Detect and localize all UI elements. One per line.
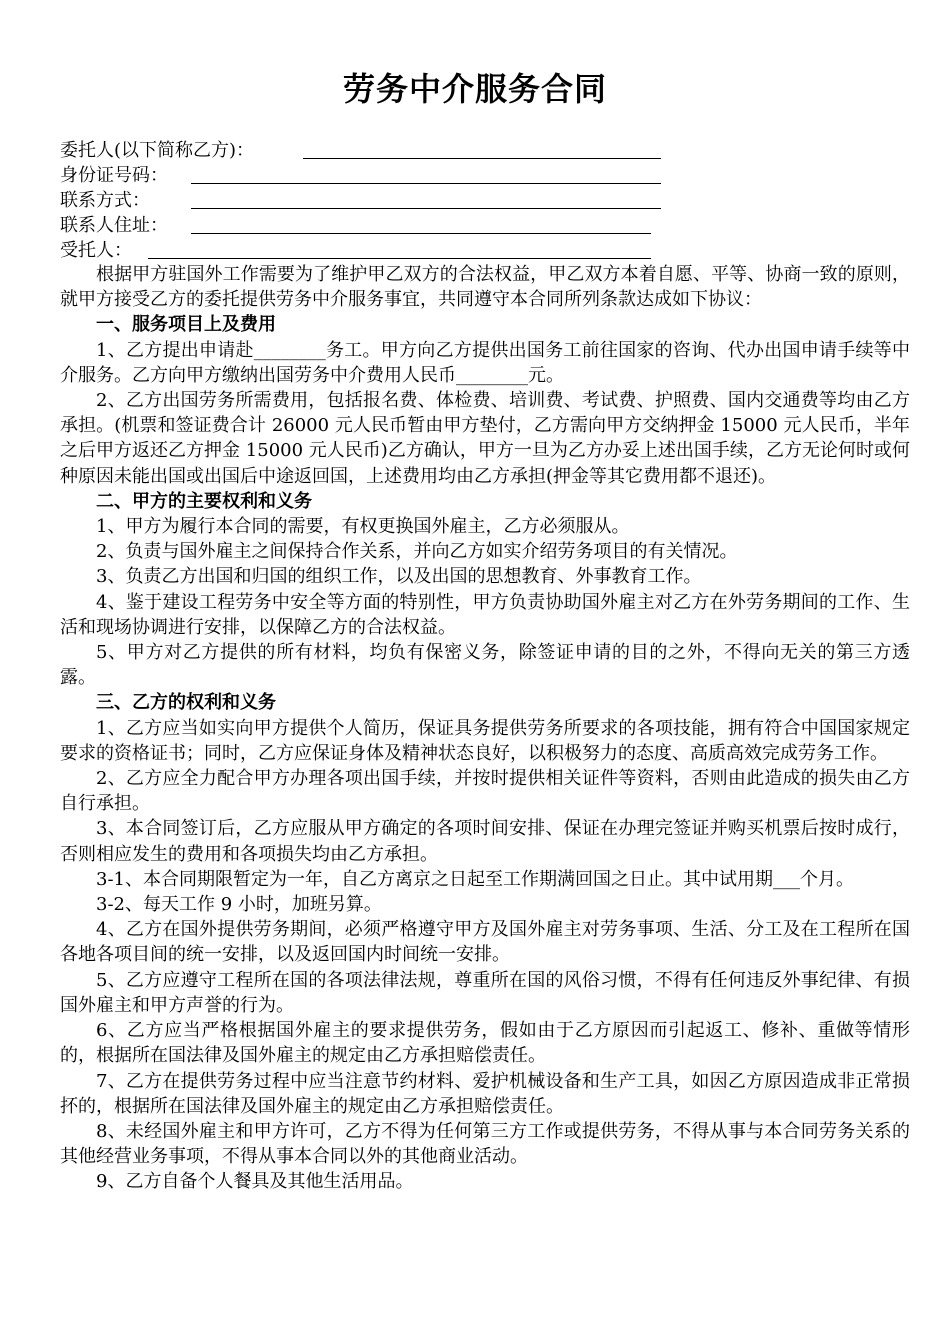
id-number-blank-line — [191, 183, 661, 184]
trustee-blank-line — [148, 258, 651, 259]
section-3-clause-1: 1、乙方应当如实向甲方提供个人简历，保证具务提供劳务所要求的各项技能，拥有符合中国国家规定要求的资格证书；同时，乙方应保证身体及精神状态良好，以积极努力的态度、高质高效完成劳务工作。 — [60, 717, 910, 764]
contact-label: 联系方式： — [60, 190, 150, 211]
section-3-clause-3: 3、本合同签订后，乙方应服从甲方确定的各项时间安排、保证在办理完签证并购买机票后按时成行，否则相应发生的费用和各项损失均由乙方承担。 — [60, 818, 910, 865]
client-label: 委托人(以下简称乙方)： — [60, 140, 255, 161]
section-1-heading: 一、服务项目上及费用 — [96, 314, 276, 336]
section-2-heading: 二、甲方的主要权利和义务 — [96, 490, 312, 512]
section-2-clause-5: 5、甲方对乙方提供的所有材料，均负有保密义务，除签证申请的目的之外，不得向无关的第三方透露。 — [60, 642, 910, 689]
party-info-fields — [60, 138, 680, 263]
document-title: 劳务中介服务合同 — [342, 70, 607, 108]
section-3-clause-5: 5、乙方应遵守工程所在国的各项法律法规，尊重所在国的风俗习惯，不得有任何违反外事纪律、有损国外雇主和甲方声誉的行为。 — [60, 969, 910, 1016]
contract-body — [60, 262, 910, 1195]
section-2-clause-1: 1、甲方为履行本合同的需要，有权更换国外雇主，乙方必须服从。 — [96, 516, 630, 538]
section-2-clause-2: 2、负责与国外雇主之间保持合作关系，并向乙方如实介绍劳务项目的有关情况。 — [96, 541, 738, 563]
contact-blank-line — [191, 208, 661, 209]
section-1-clause-1: 1、乙方提出申请赴________务工。甲方向乙方提供出国务工前往国家的咨询、代办出国申请手续等中介服务。乙方向甲方缴纳出国劳务中介费用人民币________元。 — [60, 339, 910, 386]
trustee-label: 受托人： — [60, 240, 132, 261]
address-blank-line — [191, 233, 651, 234]
section-3-clause-3-2: 3-2、每天工作 9 小时，加班另算。 — [96, 894, 382, 916]
trustee-field — [60, 238, 680, 263]
section-3-clause-2: 2、乙方应全力配合甲方办理各项出国手续，并按时提供相关证件等资料，否则由此造成的损失由乙方自行承担。 — [60, 768, 910, 815]
address-label: 联系人住址： — [60, 215, 168, 236]
client-blank-line — [303, 158, 661, 159]
intro-paragraph: 根据甲方驻国外工作需要为了维护甲乙双方的合法权益，甲乙双方本着自愿、平等、协商一致的原则，就甲方接受乙方的委托提供劳务中介服务事宜，共同遵守本合同所列条款达成如下协议： — [60, 264, 910, 311]
id-number-field — [60, 163, 680, 188]
address-field — [60, 213, 680, 238]
client-field — [60, 138, 680, 163]
section-2-clause-3: 3、负责乙方出国和归国的组织工作，以及出国的思想教育、外事教育工作。 — [96, 566, 702, 588]
section-3-clause-6: 6、乙方应当严格根据国外雇主的要求提供劳务，假如由于乙方原因而引起返工、修补、重做等情形的，根据所在国法律及国外雇主的规定由乙方承担赔偿责任。 — [60, 1020, 910, 1067]
section-3-clause-3-1: 3-1、本合同期限暂定为一年，自乙方离京之日起至工作期满回国之日止。其中试用期___个月。 — [96, 868, 854, 890]
section-3-clause-9: 9、乙方自备个人餐具及其他生活用品。 — [96, 1171, 414, 1193]
section-2-clause-4: 4、鉴于建设工程劳务中安全等方面的特别性，甲方负责协助国外雇主对乙方在外劳务期间的工作、生活和现场协调进行安排，以保障乙方的合法权益。 — [60, 591, 910, 638]
section-1-clause-2: 2、乙方出国劳务所需费用，包括报名费、体检费、培训费、考试费、护照费、国内交通费等均由乙方承担。(机票和签证费合计 26000 元人民币暂由甲方垫付，乙方需向甲方交纳押金 15000 元人民币，半年之后甲方返还乙方押金 15000 元人民币)乙方确认，甲方一旦为乙方办妥上述出国手续，乙方无论何时或何种原因未能出国或出国后中途返回国，上述费用均由乙方承担(押金等其它费用都不退还)。 — [60, 390, 910, 487]
section-3-heading: 三、乙方的权利和义务 — [96, 692, 276, 714]
section-3-clause-7: 7、乙方在提供劳务过程中应当注意节约材料、爱护机械设备和生产工具，如因乙方原因造成非正常损抔的，根据所在国法律及国外雇主的规定由乙方承担赔偿责任。 — [60, 1070, 910, 1117]
contact-field — [60, 188, 680, 213]
section-3-clause-4: 4、乙方在国外提供劳务期间，必须严格遵守甲方及国外雇主对劳务事项、生活、分工及在工程所在国各地各项目间的统一安排，以及返回国内时间统一安排。 — [60, 919, 910, 966]
id-number-label: 身份证号码： — [60, 165, 168, 186]
section-3-clause-8: 8、未经国外雇主和甲方许可，乙方不得为任何第三方工作或提供劳务，不得从事与本合同劳务关系的其他经营业务事项，不得从事本合同以外的其他商业活动。 — [60, 1120, 910, 1168]
